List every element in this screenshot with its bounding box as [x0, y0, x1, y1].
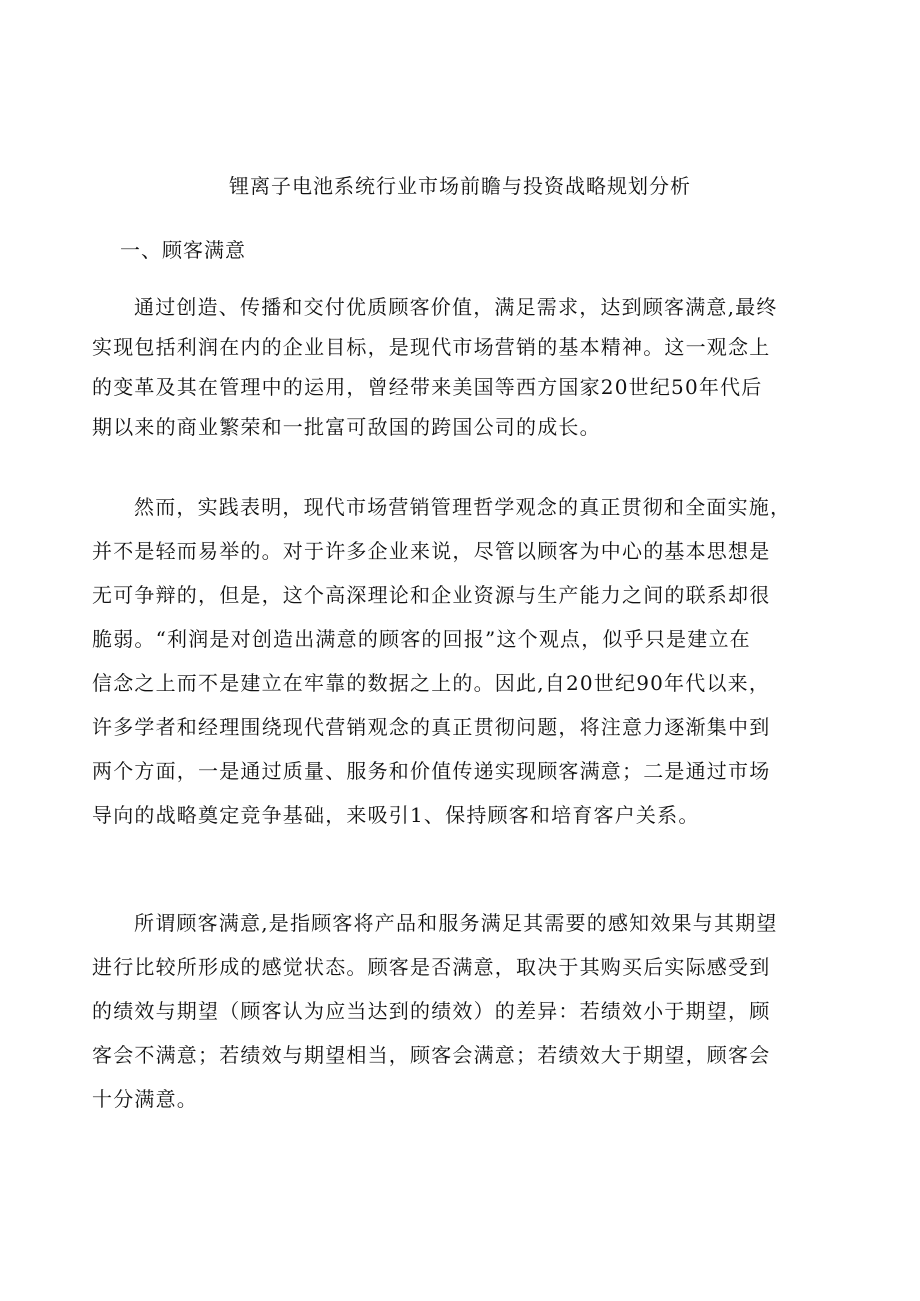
page-title: 锂离子电池系统行业市场前瞻与投资战略规划分析	[229, 174, 691, 198]
paragraph-line: 脆弱。“利润是对创造出满意的顾客的回报”这个观点，似乎只是建立在	[92, 627, 751, 651]
paragraph-line: 实现包括利润在内的企业目标，是现代市场营销的基本精神。这一观念上	[92, 335, 771, 359]
paragraph-line: 的绩效与期望（顾客认为应当达到的绩效）的差异：若绩效小于期望，顾	[92, 999, 771, 1023]
paragraph-line: 导向的战略奠定竞争基础，来吸引1、保持顾客和培育客户关系。	[92, 803, 700, 827]
paragraph-line: 通过创造、传播和交付优质顾客价值，满足需求，达到顾客满意,最终	[134, 295, 778, 319]
paragraph-line: 十分满意。	[92, 1087, 198, 1111]
paragraph-line: 许多学者和经理围绕现代营销观念的真正贯彻问题，将注意力逐渐集中到	[92, 715, 771, 739]
paragraph-line: 的变革及其在管理中的运用，曾经带来美国等西方国家20世纪50年代后	[92, 375, 763, 399]
paragraph-line: 两个方面，一是通过质量、服务和价值传递实现顾客满意；二是通过市场	[92, 759, 771, 783]
paragraph-line: 所谓顾客满意,是指顾客将产品和服务满足其需要的感知效果与其期望	[134, 911, 778, 935]
paragraph-1	[92, 287, 852, 447]
paragraph-line: 进行比较所形成的感觉状态。顾客是否满意，取决于其购买后实际感受到	[92, 955, 771, 979]
paragraph-2	[92, 485, 852, 837]
paragraph-line: 并不是轻而易举的。对于许多企业来说，尽管以顾客为中心的基本思想是	[92, 539, 771, 563]
paragraph-line: 然而，实践表明，现代市场营销管理哲学观念的真正贯彻和全面实施，	[134, 495, 792, 519]
paragraph-line: 期以来的商业繁荣和一批富可敌国的跨国公司的成长。	[92, 415, 601, 439]
paragraph-3	[92, 901, 852, 1121]
paragraph-line: 信念之上而不是建立在牢靠的数据之上的。因此,自20世纪90年代以来，	[92, 671, 771, 695]
paragraph-line: 客会不满意；若绩效与期望相当，顾客会满意；若绩效大于期望，顾客会	[92, 1043, 771, 1067]
section-heading: 一、顾客满意	[120, 238, 246, 262]
paragraph-line: 无可争辩的，但是，这个高深理论和企业资源与生产能力之间的联系却很	[92, 583, 771, 607]
